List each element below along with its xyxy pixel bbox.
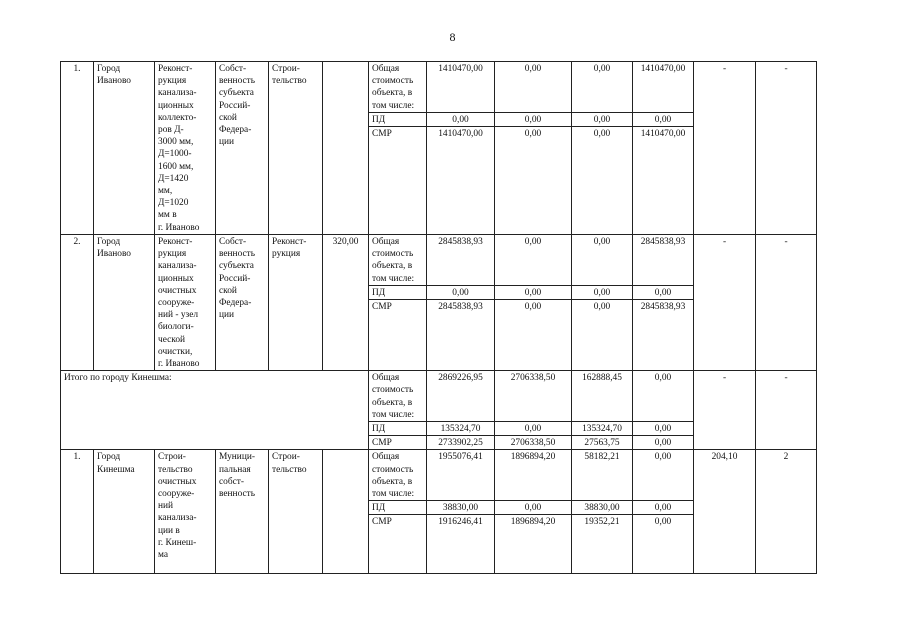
pd-label: ПД <box>369 501 427 515</box>
value-cell: 38830,00 <box>572 501 633 515</box>
value-cell: 1410470,00 <box>427 62 495 113</box>
cost-label: Общая стоимость объекта, в том числе: <box>369 371 427 422</box>
value-cell: 0,00 <box>495 235 572 286</box>
value-cell: 0,00 <box>495 422 572 436</box>
value-cell: 2845838,93 <box>427 300 495 371</box>
capacity-cell <box>323 62 369 235</box>
value-cell: 0,00 <box>427 285 495 299</box>
pd-label: ПД <box>369 285 427 299</box>
cost-label: Общая стоимость объекта, в том числе: <box>369 62 427 113</box>
value-cell: 0,00 <box>495 62 572 113</box>
value-cell: 0,00 <box>633 436 694 450</box>
row-index: 1. <box>61 62 94 235</box>
table-row <box>61 450 817 501</box>
value-cell: 27563,75 <box>572 436 633 450</box>
cost-label: Общая стоимость объекта, в том числе: <box>369 235 427 286</box>
work-type-cell: Строи- тельство <box>269 450 323 574</box>
table-row <box>61 235 817 286</box>
value-cell: 19352,21 <box>572 515 633 574</box>
extra-cell: - <box>756 371 817 450</box>
value-cell: 0,00 <box>633 501 694 515</box>
value-cell: 1410470,00 <box>633 127 694 235</box>
ownership-cell: Собст- венность субъекта Россий- ской Федера- ции <box>216 62 269 235</box>
value-cell: 0,00 <box>572 62 633 113</box>
extra-cell: 2 <box>756 450 817 574</box>
value-cell: 1955076,41 <box>427 450 495 501</box>
pd-label: ПД <box>369 422 427 436</box>
value-cell: 0,00 <box>633 112 694 126</box>
object-cell: Реконст- рукция канализа- ционных очистных сооруже- ний - узел биологи- ческой очистки, г. Иваново <box>155 235 216 371</box>
cost-label: Общая стоимость объекта, в том числе: <box>369 450 427 501</box>
value-cell: 0,00 <box>633 450 694 501</box>
value-cell: 0,00 <box>633 515 694 574</box>
extra-cell: 204,10 <box>694 450 756 574</box>
value-cell: 2845838,93 <box>427 235 495 286</box>
value-cell: 2706338,50 <box>495 436 572 450</box>
value-cell: 1896894,20 <box>495 515 572 574</box>
table-row <box>61 371 817 422</box>
capacity-cell: 320,00 <box>323 235 369 371</box>
value-cell: 0,00 <box>572 285 633 299</box>
value-cell: 2706338,50 <box>495 371 572 422</box>
extra-cell: - <box>694 235 756 371</box>
object-cell: Реконст- рукция канализа- ционных коллекто- ров Д- 3000 мм, Д=1000- 1600 мм, Д=1420 мм, Д=1020 мм в г. Иваново <box>155 62 216 235</box>
page-number: 8 <box>449 30 456 44</box>
value-cell: 2869226,95 <box>427 371 495 422</box>
value-cell: 0,00 <box>633 371 694 422</box>
value-cell: 135324,70 <box>572 422 633 436</box>
smr-label: СМР <box>369 127 427 235</box>
value-cell: 2733902,25 <box>427 436 495 450</box>
extra-cell: - <box>756 235 817 371</box>
value-cell: 0,00 <box>633 422 694 436</box>
work-type-cell: Строи- тельство <box>269 62 323 235</box>
value-cell: 2845838,93 <box>633 235 694 286</box>
extra-cell: - <box>694 371 756 450</box>
city-cell: Город Кинешма <box>94 450 155 574</box>
smr-label: СМР <box>369 515 427 574</box>
value-cell: 1916246,41 <box>427 515 495 574</box>
smr-label: СМР <box>369 436 427 450</box>
ownership-cell: Муници- пальная собст- венность <box>216 450 269 574</box>
city-cell: Город Иваново <box>94 62 155 235</box>
value-cell: 0,00 <box>495 300 572 371</box>
value-cell: 0,00 <box>572 235 633 286</box>
table-row <box>61 62 817 113</box>
value-cell: 0,00 <box>495 127 572 235</box>
city-cell: Город Иваново <box>94 235 155 371</box>
value-cell: 0,00 <box>495 285 572 299</box>
value-cell: 1896894,20 <box>495 450 572 501</box>
row-index: 2. <box>61 235 94 371</box>
extra-cell: - <box>694 62 756 235</box>
value-cell: 1410470,00 <box>633 62 694 113</box>
total-label: Итого по городу Кинешма: <box>61 371 369 450</box>
ownership-cell: Собст- венность субъекта Россий- ской Федера- ции <box>216 235 269 371</box>
value-cell: 162888,45 <box>572 371 633 422</box>
value-cell: 0,00 <box>572 300 633 371</box>
capacity-cell <box>323 450 369 574</box>
value-cell: 0,00 <box>572 112 633 126</box>
smr-label: СМР <box>369 300 427 371</box>
investment-table <box>60 61 817 574</box>
value-cell: 58182,21 <box>572 450 633 501</box>
object-cell: Строи- тельство очистных сооруже- ний канализа- ции в г. Кинеш- ма <box>155 450 216 574</box>
value-cell: 0,00 <box>572 127 633 235</box>
value-cell: 2845838,93 <box>633 300 694 371</box>
value-cell: 0,00 <box>495 112 572 126</box>
work-type-cell: Реконст- рукция <box>269 235 323 371</box>
row-index: 1. <box>61 450 94 574</box>
value-cell: 0,00 <box>427 112 495 126</box>
value-cell: 38830,00 <box>427 501 495 515</box>
extra-cell: - <box>756 62 817 235</box>
value-cell: 0,00 <box>633 285 694 299</box>
value-cell: 0,00 <box>495 501 572 515</box>
value-cell: 135324,70 <box>427 422 495 436</box>
value-cell: 1410470,00 <box>427 127 495 235</box>
pd-label: ПД <box>369 112 427 126</box>
